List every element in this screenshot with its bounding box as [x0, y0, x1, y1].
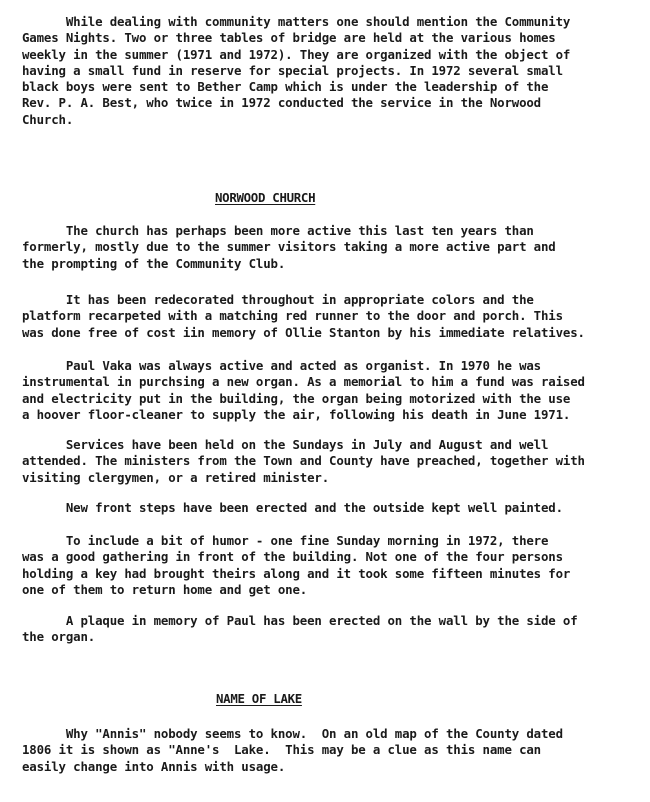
paragraph-redecorated: It has been redecorated throughout in appropriate colors and the platform recarpeted with a matching red runner to the door and porch. This was done free of cost iin memory of Ollie Stanton by his immediate relatives. [22, 292, 585, 340]
paragraph-humor: To include a bit of humor - one fine Sunday morning in 1972, there was a good gathering in front of the building. Not one of the four persons holding a key had brought theirs along and it took some fifteen minutes for one of them to return home and get one. [22, 533, 571, 597]
heading-name-of-lake: NAME OF LAKE [216, 691, 302, 706]
paragraph-plaque: A plaque in memory of Paul has been erected on the wall by the side of the organ. [22, 613, 578, 645]
paragraph-front-steps: New front steps have been erected and the outside kept well painted. [22, 500, 563, 515]
paragraph-annis: Why "Annis" nobody seems to know. On an old map of the County dated 1806 it is shown as "Anne's Lake. This may be a clue as this name can easily change into Annis with usage. [22, 726, 563, 774]
paragraph-paul-vaka: Paul Vaka was always active and acted as organist. In 1970 he was instrumental in purchsing a new organ. As a memorial to him a fund was raised and electricity put in the building, the organ being motorized with the use a hoover floor-cleaner to supply the air, following his death in June 1971. [22, 358, 585, 422]
paragraph-church-active: The church has perhaps been more active this last ten years than formerly, mostly due to the summer visitors taking a more active part and the prompting of the Community Club. [22, 223, 556, 271]
paragraph-services: Services have been held on the Sundays in July and August and well attended. The ministers from the Town and County have preached, together with visiting clergymen, or a retired minister. [22, 437, 585, 485]
paragraph-community-games: While dealing with community matters one should mention the Community Games Nights. Two or three tables of bridge are held at the various homes weekly in the summer (1971 and 1972). They are organized with the object of having a small fund in reserve for special projects. In 1972 several small black boys were sent to Bether Camp which is under the leadership of the Rev. P. A. Best, who twice in 1972 conducted the service in the Norwood Church. [22, 14, 571, 127]
heading-norwood-church: NORWOOD CHURCH [215, 190, 316, 205]
